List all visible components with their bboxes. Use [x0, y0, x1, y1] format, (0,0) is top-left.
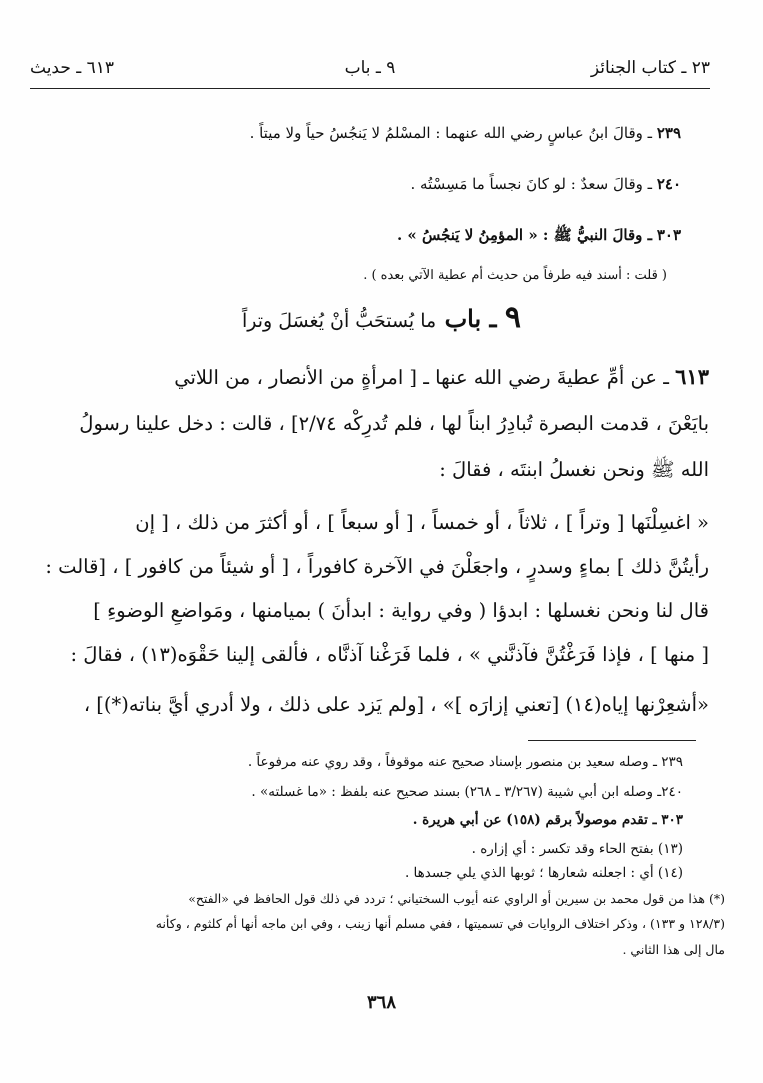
- hadith-line: رأيتُنَّ ذلك ] بماءٍ وسدرٍ ، واجعَلْنَ في الآخرة كافوراً ، [ أو شيئاً من كافور ] ، [قالت :: [45, 555, 709, 578]
- hadith-line: [ منها ] ، فإذا فَرَغْتُنَّ فآذنَّني » ، فلما فَرَغْنا آذنَّاه ، فألقى إلينا حَقْوَه(١٣) ، فقالَ :: [70, 643, 709, 666]
- footnote: ٢٣٩ ـ وصله سعيد بن منصور بإسناد صحيح عنه موقوفاً ، وقد روي عنه مرفوعاً .: [247, 754, 683, 770]
- hadith-line: بايَعْنَ ، قدمت البصرة تُبادِرُ ابناً لها ، فلم تُدرِكْه ٢/٧٤] ، قالت : دخل علينا رسولُ: [79, 412, 709, 435]
- header-hadith: ٦١٣ ـ حديث: [30, 58, 115, 78]
- hadith-number: ٦١٣: [675, 364, 709, 389]
- narration-text: ـ وقالَ النبيُّ ﷺ : « المؤمِنُ لا يَنجُسُ » .: [396, 226, 653, 244]
- hadith-line: [49, 362, 709, 393]
- hadith-line: «أشعِرْنها إياه(١٤) [تعني إزارَه ]» ، [ولم يَزد على ذلك ، ولا أدري أيَّ بناته(*)] ،: [83, 693, 709, 716]
- chapter-number: ٩: [504, 300, 522, 335]
- page-number: ٣٦٨: [366, 992, 396, 1013]
- chapter-word: باب: [444, 304, 482, 333]
- header-section: ٩ ـ باب: [344, 58, 396, 78]
- hadith-line: « اغسِلْنَها [ وتراً ] ، ثلاثاً ، أو خمساً ، [ أو سبعاً ] ، أو أكثرَ من ذلك ، [ إن: [135, 511, 709, 534]
- narration-number: ٢٤٠: [656, 175, 681, 193]
- narration-239: [121, 122, 681, 144]
- running-header: [30, 58, 710, 84]
- editor-note: ( قلت : أسند فيه طرفاً من حديث أم عطية الآتي بعده ) .: [363, 268, 667, 283]
- hadith-text: ـ عن أمِّ عطيةَ رضي الله عنها ـ [ امرأةٍ من الأنصار ، من اللاتي: [174, 366, 669, 389]
- narration-text: ـ وقالَ سعدٌ : لو كانَ نجساً ما مَسِسْتُه .: [410, 175, 653, 193]
- footnote-rule: [528, 740, 696, 741]
- footnote: (*) هذا من قول محمد بن سيرين أو الراوي عنه أيوب السختياني ؛ تردد في ذلك قول الحافظ في «الفتح»: [188, 891, 725, 906]
- narration-303: [121, 224, 681, 246]
- hadith-line: الله ﷺ ونحن نغسلُ ابنتَه ، فقالَ :: [439, 458, 709, 481]
- footnote: (١٢٨/٣ و ١٣٣) ، وذكر اختلاف الروايات في تسميتها ، ففي مسلم أنها زينب ، وفي ابن ماجه أنها أم كلثوم ، وكأنه: [155, 916, 725, 931]
- footnote: ٣٠٣ ـ تقدم موصولاً برقم (١٥٨) عن أبي هريرة .: [412, 812, 683, 828]
- header-chapter: ٢٣ ـ كتاب الجنائز: [590, 58, 710, 78]
- chapter-heading: [0, 300, 763, 335]
- narration-text: ـ وقالَ ابنُ عباسٍ رضي الله عنهما : المسْلمُ لا يَنجُسُ حياً ولا ميتاً .: [249, 124, 653, 142]
- footnote: (١٣) بفتح الحاء وقد تكسر : أي إزاره .: [471, 841, 683, 857]
- header-rule: [30, 88, 710, 89]
- footnote: مال إلى هذا الثاني .: [622, 942, 725, 957]
- footnote: (١٤) أي : اجعلنه شعارها ؛ ثوبها الذي يلي جسدها .: [404, 865, 683, 881]
- chapter-title: ما يُستحَبُّ أنْ يُغسَلَ وتراً: [241, 310, 437, 332]
- narration-number: ٢٣٩: [656, 124, 681, 142]
- chapter-separator: ـ: [489, 304, 497, 333]
- footnote: ٢٤٠ـ وصله ابن أبي شيبة (٣/٢٦٧ ـ ٢٦٨) بسند صحيح عنه بلفظ : «ما غسلته» .: [251, 784, 683, 800]
- hadith-line: قال لنا ونحن نغسلها : ابدؤا ( وفي رواية : ابدأنَ ) بميامنها ، ومَواضعِ الوضوءِ ]: [93, 599, 709, 622]
- narration-number: ٣٠٣: [656, 226, 681, 244]
- narration-240: [121, 173, 681, 195]
